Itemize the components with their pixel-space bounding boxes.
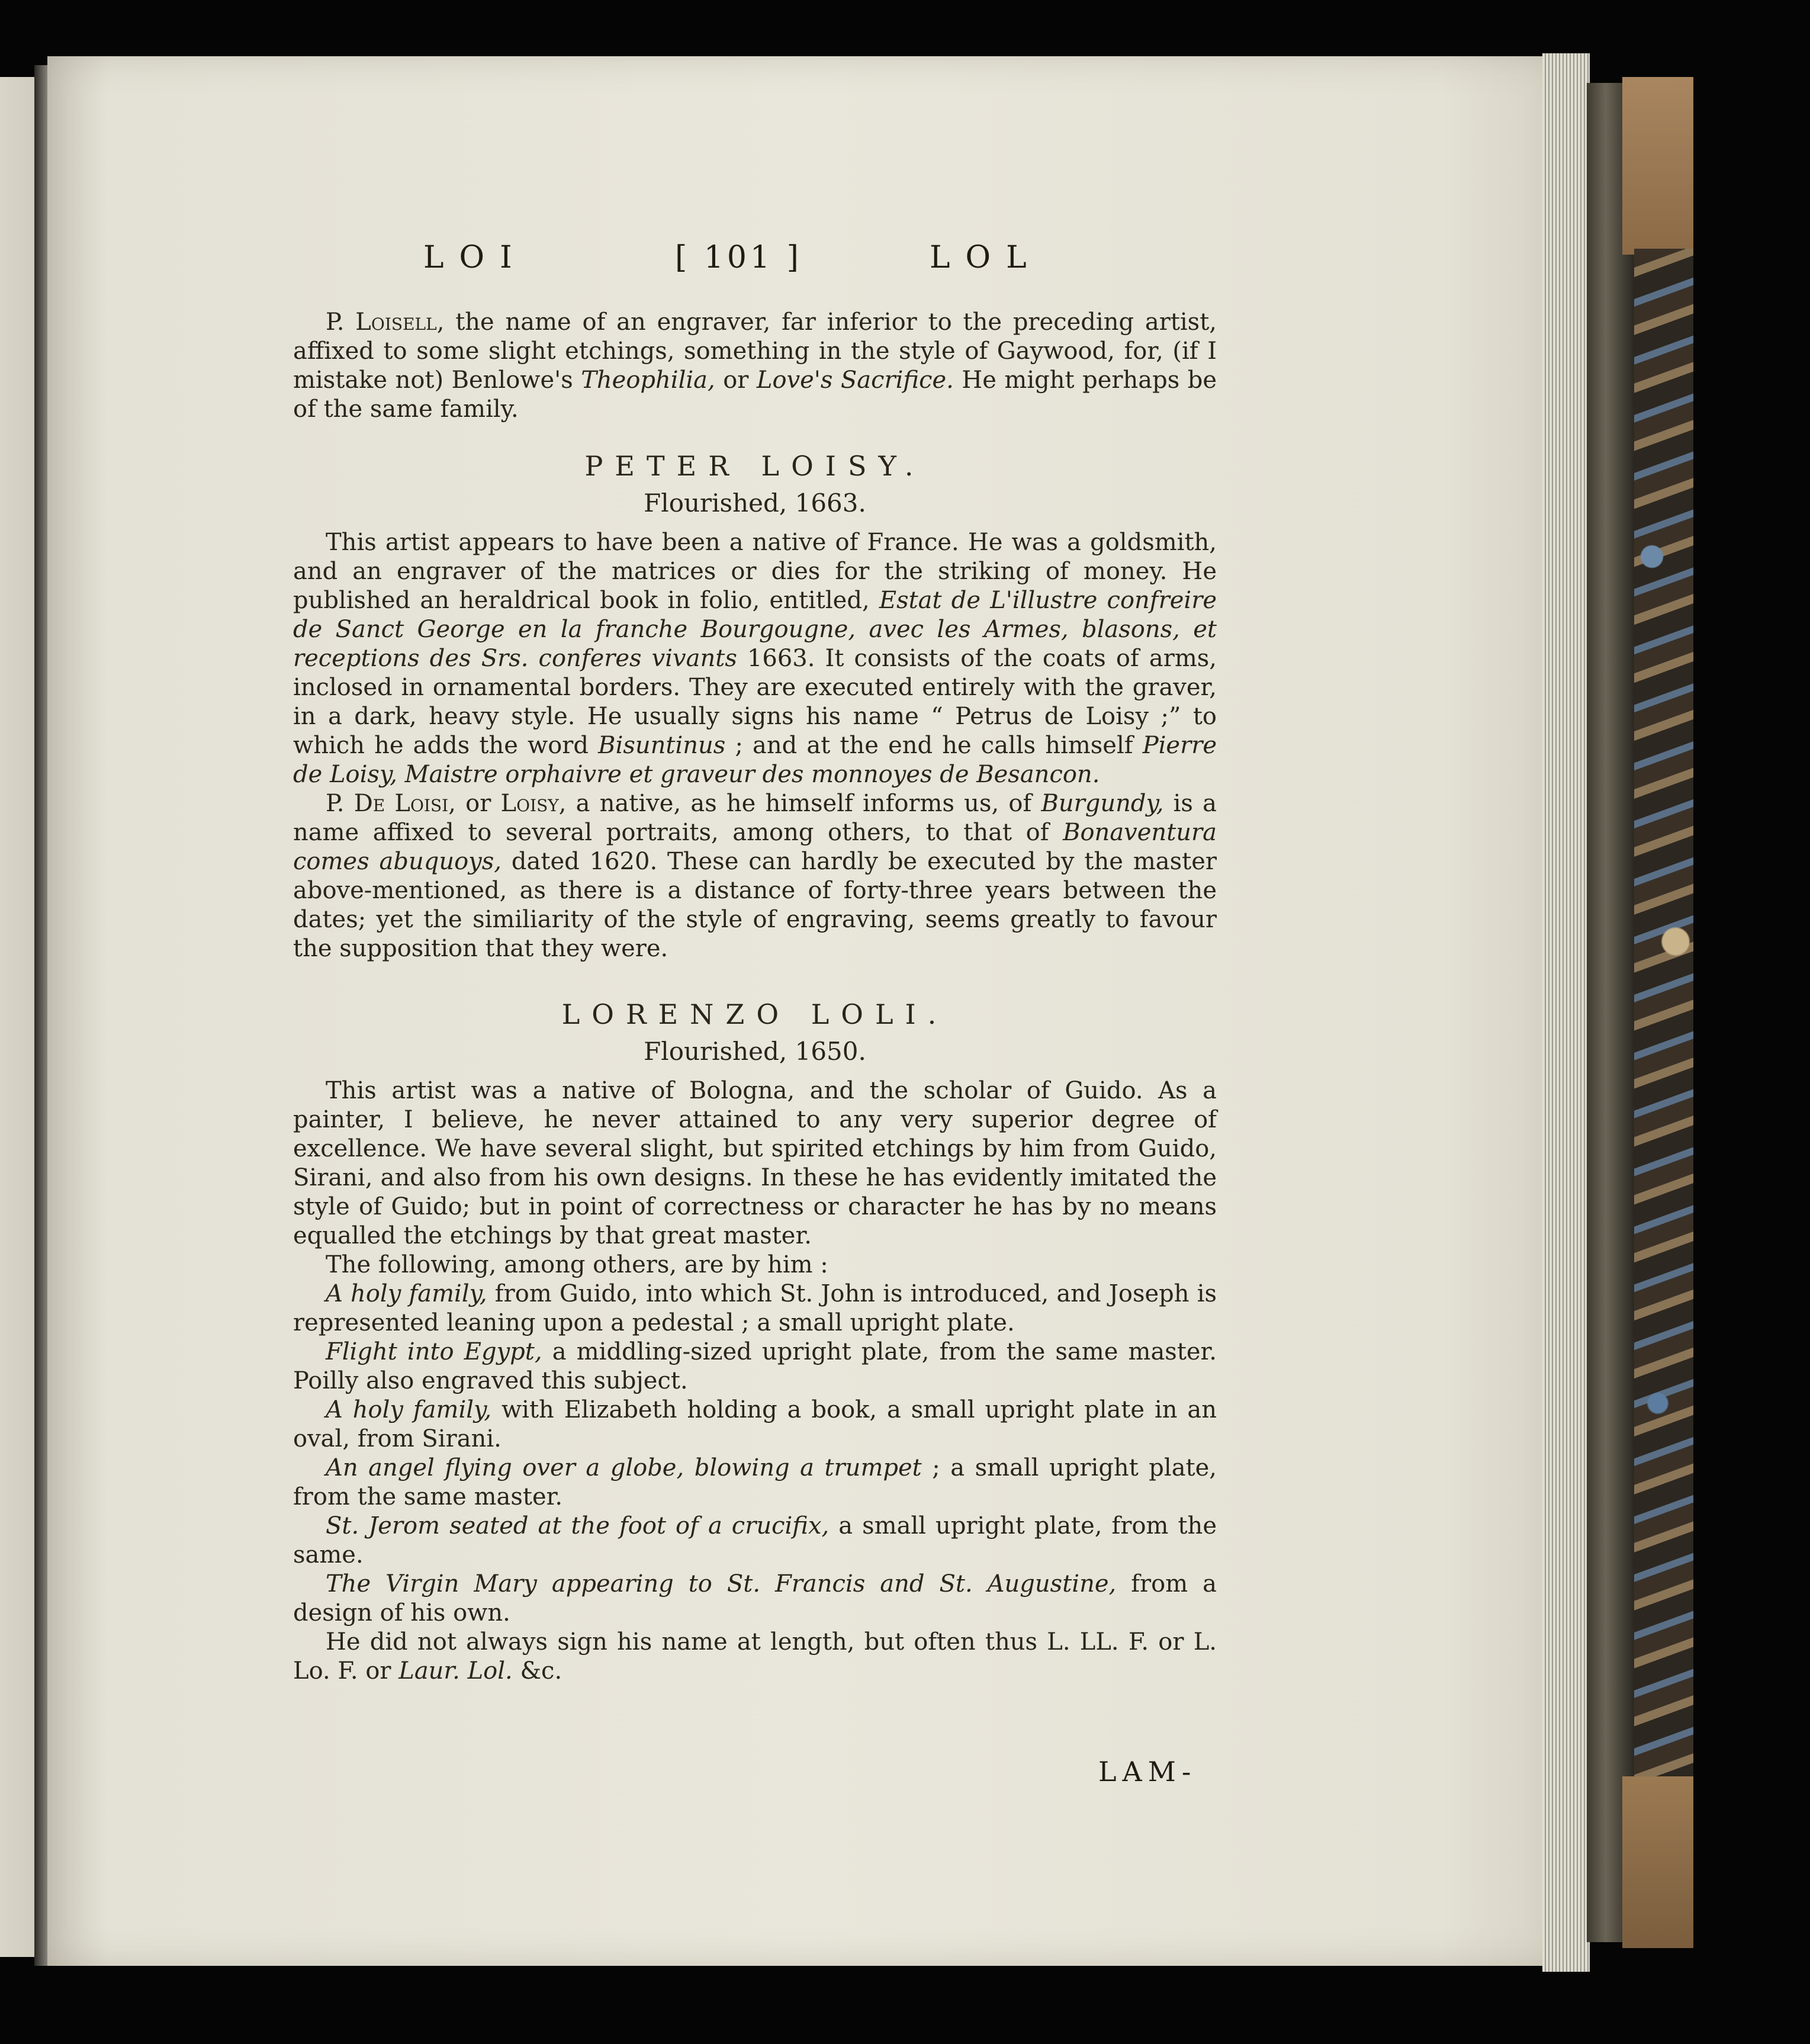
text-run: or	[715, 367, 757, 394]
section-heading-peter-loisy: PETER LOISY.	[584, 450, 925, 482]
text-run: 1663. It consists of the coats of arms, inclosed in ornamental borders. They are executed entirely with the graver, in a dark, heavy style. He usually signs his name “ Petrus de Loisy ;” to which he adds the word	[293, 645, 1217, 759]
work-entry	[293, 1512, 1217, 1570]
running-head-left: LOI	[423, 240, 528, 275]
italic-title: Burgundy,	[1041, 790, 1164, 817]
text-run: dated 1620. These can hardly be executed by the master above-mentioned, as there is a distance of forty-three years between the dates; yet the similiarity of the style of engraving, seems greatly to favour the supposition that they were.	[293, 848, 1217, 962]
italic-title: Love's Sacrifice.	[756, 367, 954, 394]
text-run: He might perhaps be of the same family.	[293, 367, 1217, 423]
leather-corner-top	[1622, 77, 1693, 255]
work-title: An angel flying over a globe, blowing a trumpet	[326, 1454, 922, 1481]
running-head-right: LOL	[930, 240, 1042, 275]
text-run: or	[455, 790, 501, 817]
text-run: is a name affixed to several portraits, among others, to that of	[293, 790, 1217, 846]
text-run: This artist appears to have been a native of France. He was a goldsmith, and an engraver of the matrices or dies for the striking of money. He published an heraldrical book in folio, entitled,	[293, 529, 1217, 614]
paragraph-works-intro: The following, among others, are by him :	[326, 1251, 828, 1278]
page-number: [ 101 ]	[675, 240, 802, 275]
work-desc: from a design of his own.	[293, 1570, 1217, 1627]
text-run: &c.	[512, 1657, 562, 1685]
page-fore-edge	[1542, 53, 1590, 1972]
catchword: LAM-	[1098, 1756, 1197, 1788]
entry-name: P. De Loisi,	[326, 790, 456, 817]
work-entry	[293, 1454, 1217, 1512]
page-body	[293, 308, 1217, 1686]
entry-name: P. Loisell,	[326, 308, 445, 336]
leather-corner-bottom	[1622, 1776, 1693, 1948]
section-date-1663: Flourished, 1663.	[644, 488, 866, 518]
work-title: Flight into Egypt,	[326, 1338, 542, 1365]
cover-board-edge	[1587, 83, 1634, 1942]
entry-name: Loisy,	[500, 790, 567, 817]
paragraph-loli: This artist was a native of Bologna, and the scholar of Guido. As a painter, I believe, he never attained to any very superior degree of excellence. We have several slight, but spirited etchings by him from Guido, Sirani, and also from his own designs. In these he has evidently imitated the style of Guido; but in point of correctness or character he has by no means equalled the etchings by that great master.	[293, 1077, 1217, 1249]
italic-title: Bonaventura comes abuquoys,	[293, 819, 1217, 875]
text-run: ; and at the end he calls himself	[725, 732, 1143, 759]
paragraph-signature	[293, 1628, 1217, 1686]
text-run: He did not always sign his name at length, but often thus L. LL. F. or L. Lo. F. or	[293, 1628, 1217, 1685]
text-run: the name of an engraver, far inferior to the preceding artist, affixed to some slight etchings, something in the style of Gaywood, for, (if I mistake not) Benlowe's	[293, 308, 1217, 394]
work-title: A holy family,	[326, 1396, 492, 1423]
work-desc: with Elizabeth holding a book, a small upright plate in an oval, from Sirani.	[293, 1396, 1217, 1452]
italic-title: Pierre de Loisy, Maistre orphaivre et graveur des monnoyes de Besancon.	[293, 732, 1217, 788]
section-date-1650: Flourished, 1650.	[644, 1037, 866, 1066]
paragraph-de-loisi	[293, 789, 1217, 963]
work-entry	[293, 1338, 1217, 1396]
marbled-cover	[1634, 249, 1693, 1788]
work-desc: a small upright plate, from the same.	[293, 1512, 1217, 1569]
work-title: The Virgin Mary appearing to St. Francis and St. Augustine,	[326, 1570, 1117, 1598]
work-desc: a middling-sized upright plate, from the same master. Poilly also engraved this subject.	[293, 1338, 1217, 1394]
italic-title: Theophilia,	[581, 367, 715, 394]
work-title: St. Jerom seated at the foot of a crucifix,	[326, 1512, 830, 1540]
italic-title: Laur. Lol.	[398, 1657, 513, 1685]
running-head	[414, 240, 1101, 281]
work-entry	[293, 1570, 1217, 1628]
paragraph-loisy	[293, 528, 1217, 789]
work-title: A holy family,	[326, 1280, 487, 1307]
section-heading-lorenzo-loli: LORENZO LOLI.	[561, 998, 949, 1030]
work-desc: from Guido, into which St. John is introduced, and Joseph is represented leaning upon a pedestal ; a small upright plate.	[293, 1280, 1217, 1336]
work-entry	[293, 1396, 1217, 1454]
work-entry	[293, 1280, 1217, 1338]
italic-title: Bisuntinus	[598, 732, 726, 759]
text-run: a native, as he himself informs us, of	[566, 790, 1041, 817]
paragraph-loisell	[293, 308, 1217, 424]
work-desc: ; a small upright plate, from the same master.	[293, 1454, 1217, 1510]
italic-title: Estat de L'illustre confreire de Sanct George en la franche Bourgougne, avec les Armes, blasons, et receptions des Srs. conferes vivants	[293, 587, 1217, 672]
